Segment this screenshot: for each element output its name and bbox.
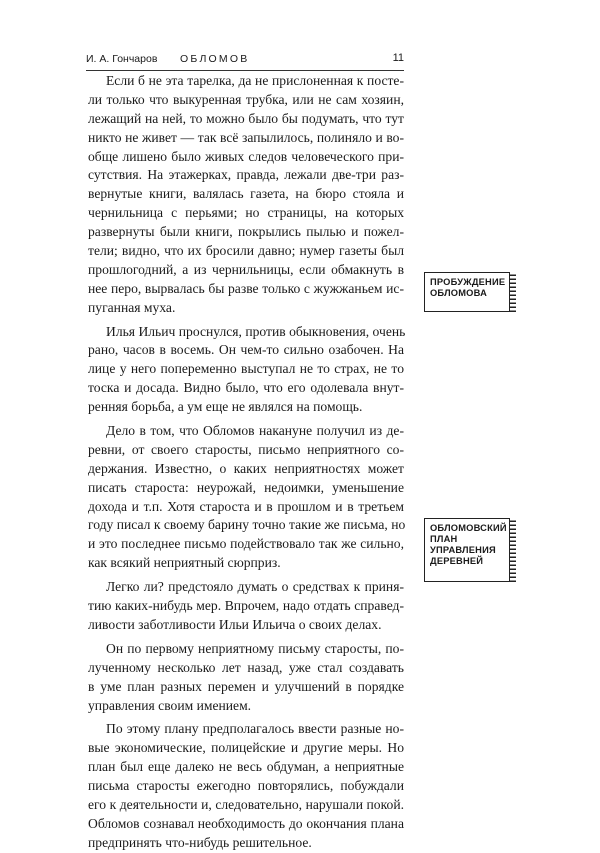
text-line: писать староста: неурожай, недоимки, уменьшение [88, 479, 404, 495]
margin-note-line: ОБЛОМОВА [430, 288, 487, 298]
text-line: Легко ли? предстояло думать о средствах к приня- [106, 579, 404, 595]
text-line: вые экономические, полицейские и другие меры. Но [88, 740, 404, 756]
margin-note-line: УПРАВЛЕНИЯ [430, 545, 496, 555]
text-line: Он по первому неприятному письму старосты, по- [106, 640, 404, 656]
text-line: сутствия. На этажерках, правда, лежали две-три раз- [88, 167, 404, 183]
text-line: нее перо, вырвалась бы разве только с жужжаньем ис- [88, 280, 404, 296]
page-number: 11 [392, 52, 404, 64]
margin-note-line: ДЕРЕВНЕЙ [430, 556, 484, 566]
text-line: прошлогодний, а из чернильницы, если обмакнуть в [88, 261, 404, 277]
text-line: лице у него попеременно выступал не то страх, не то [88, 361, 404, 377]
text-line: лежащий на ней, то можно было бы подумать, что тут [88, 110, 404, 126]
margin-note-line: ОБЛОМОВСКИЙ [430, 523, 507, 533]
text-line: тоска и досада. Видно было, что его одолевала внут- [88, 380, 404, 396]
text-line: развернуты были книги, покрылись пылью и пожел- [88, 224, 404, 240]
header-book-title: ОБЛОМОВ [180, 53, 250, 65]
text-line: Илья Ильич проснулся, против обыкновения, очень [106, 323, 406, 339]
body-text [88, 72, 404, 853]
margin-note-line: ПЛАН [430, 534, 458, 544]
text-line: его к деятельности и, следовательно, нарушали покой. [88, 796, 404, 812]
text-line: Обломов сознавал необходимость до окончания плана [88, 815, 404, 831]
text-line: Дело в том, что Обломов накануне получил из де- [106, 423, 404, 439]
text-line: и это последнее письмо подействовало так же сильно, [88, 536, 404, 552]
margin-note-estate-plan [424, 518, 510, 582]
text-line: предпринять что-нибудь решительное. [88, 834, 312, 850]
text-line: По этому плану предполагалось ввести разные но- [106, 721, 404, 737]
margin-note-awakening [424, 272, 510, 312]
text-line: дохода и т.п. Хотя староста и в прошлом и в третьем [88, 498, 404, 514]
text-line: тию каких-нибудь мер. Впрочем, надо отдать справед- [88, 598, 404, 614]
text-line: лученному несколько лет назад, уже стал создавать [88, 659, 404, 675]
text-line: в уме план разных перемен и улучшений в порядке [88, 678, 404, 694]
text-line: план был еще далеко не весь обдуман, а неприятные [88, 759, 404, 775]
running-header [86, 52, 404, 71]
text-line: письма старосты ежегодно повторялись, побуждали [88, 778, 404, 794]
text-line: ревни, от своего старосты, письмо неприятного со- [88, 441, 404, 457]
text-line: управления своим имением. [88, 697, 252, 713]
text-line: тели; видно, что их бросили давно; нумер газеты был [88, 243, 404, 259]
text-line: как всякий неприятный сюрприз. [88, 555, 281, 571]
text-line: вернутые книги, валялась газета, на бюро стояла и [88, 186, 404, 202]
text-line: году писал к своему барину точно такие же письма, но [88, 517, 406, 533]
header-author: И. А. Гончаров [86, 53, 158, 65]
text-line: рано, часов в восемь. Он чем-то сильно озабочен. На [88, 342, 404, 358]
text-line: чернильница с перьями; но страницы, на которых [88, 205, 404, 221]
margin-note-line: ПРОБУЖДЕНИЕ [430, 277, 506, 287]
text-line: ливости заботливости Ильи Ильича о своих делах. [88, 616, 382, 632]
text-line: ренняя борьба, а ум еще не являлся на помощь. [88, 399, 363, 415]
text-line: обще лишено было живых следов человеческого при- [88, 148, 404, 164]
text-line: держания. Известно, о каких неприятностях может [88, 460, 404, 476]
text-line: пуганная муха. [88, 299, 176, 315]
text-line: Если б не эта тарелка, да не прислоненная к посте- [106, 73, 404, 88]
text-line: никто не живет — так всё запылилось, полиняло и во- [88, 129, 404, 145]
text-line: ли только что выкуренная трубка, или не сам хозяин, [88, 91, 404, 107]
